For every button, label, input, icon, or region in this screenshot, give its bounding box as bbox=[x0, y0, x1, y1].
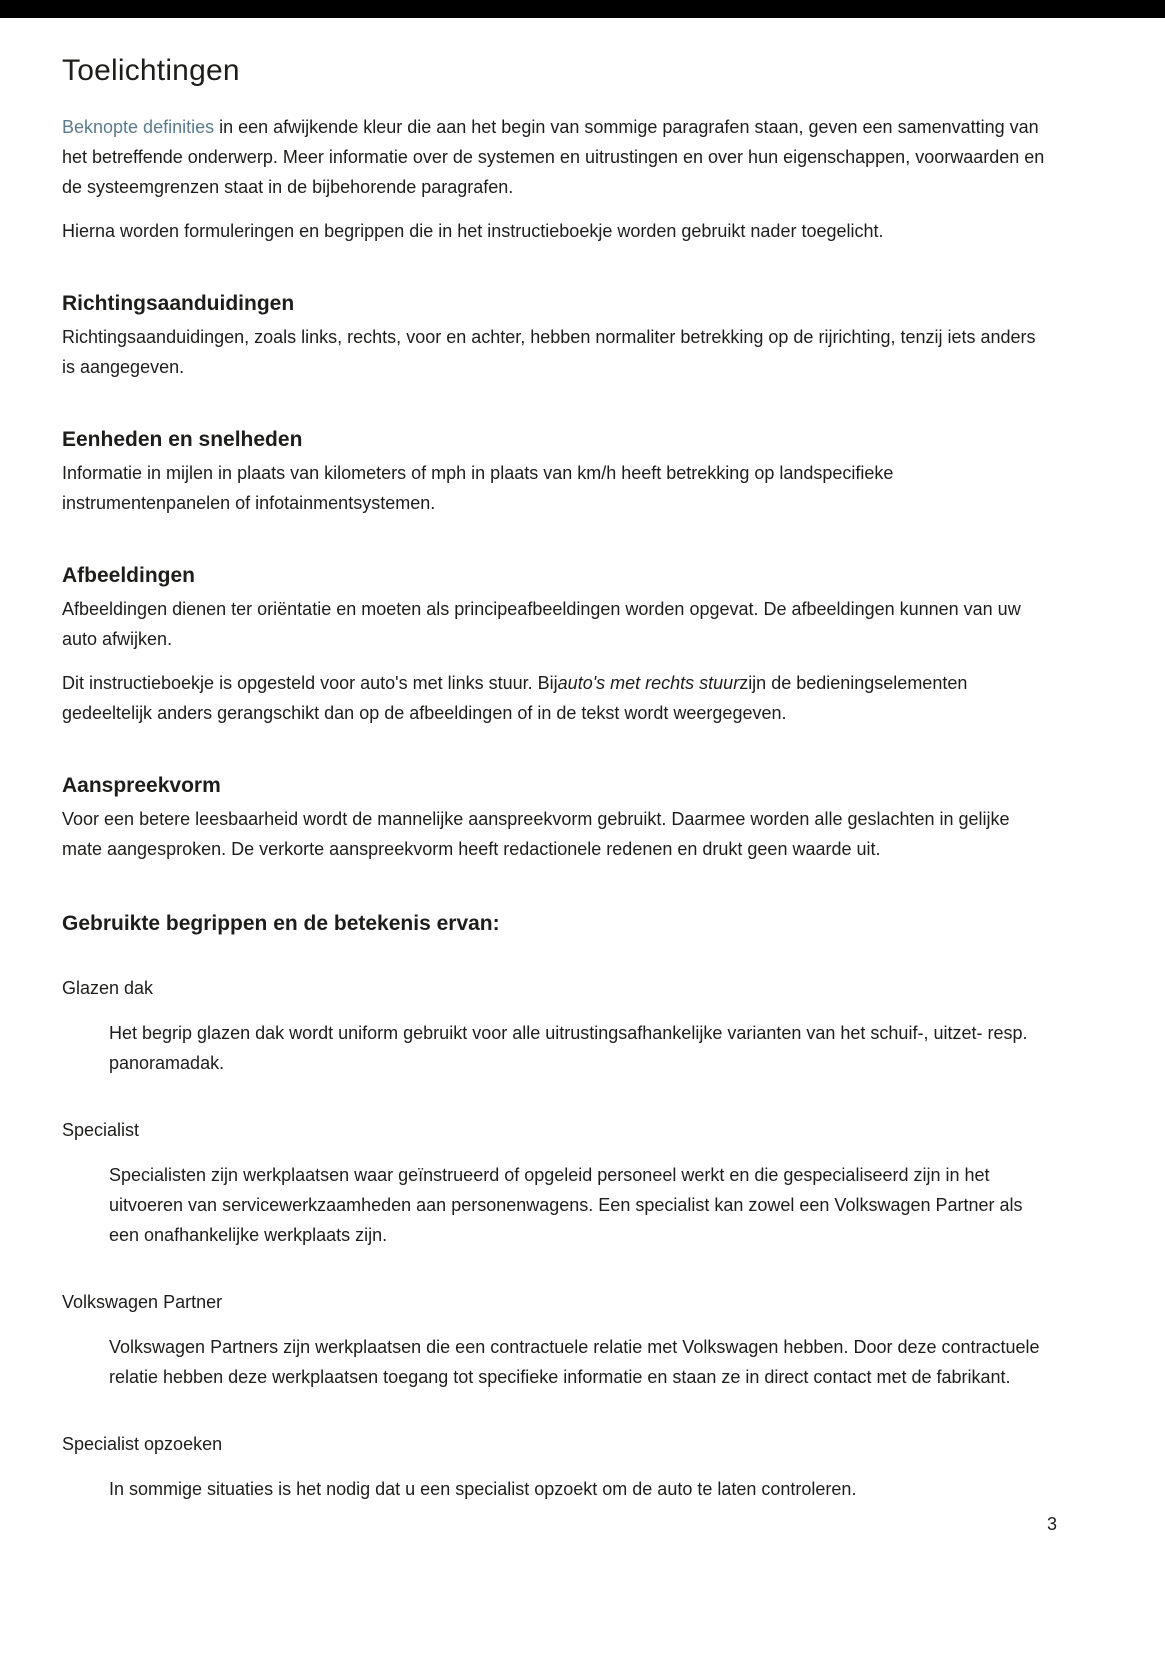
mixed-text-after: zijn de bedieningselementen gedeeltelijk anders gerangschikt dan op de afbeeldingen of in de tekst wordt weergegeven. bbox=[62, 673, 968, 723]
glossary-term: Glazen dak bbox=[62, 978, 154, 998]
glossary-definition: In sommige situaties is het nodig dat u een specialist opzoekt om de auto te laten controleren. bbox=[109, 1479, 857, 1499]
mixed-text-before: Dit instructieboekje is opgesteld voor auto's met links stuur. Bij bbox=[62, 673, 558, 693]
page-content bbox=[0, 18, 1165, 1504]
glossary-term: Volkswagen Partner bbox=[62, 1292, 223, 1312]
intro-paragraph-2: Hierna worden formuleringen en begrippen die in het instructieboekje worden gebruikt nader toegelicht. bbox=[62, 221, 884, 241]
mixed-text-italic: auto's met rechts stuur bbox=[557, 673, 740, 693]
section-eenheden-en-snelheden bbox=[62, 428, 1045, 518]
glossary-entry bbox=[62, 1430, 1045, 1504]
section-paragraph-mixed bbox=[62, 668, 1045, 728]
page-title: Toelichtingen bbox=[62, 54, 240, 87]
section-richtingsaanduidingen bbox=[62, 292, 1045, 382]
section-heading: Richtingsaanduidingen bbox=[62, 292, 295, 315]
glossary-term: Specialist opzoeken bbox=[62, 1434, 223, 1454]
section-aanspreekvorm bbox=[62, 774, 1045, 864]
intro-paragraph-1 bbox=[62, 112, 1045, 202]
intro-lead-rest: in een afwijkende kleur die aan het begin van sommige paragrafen staan, geven een samenvatting van het betreffende onderwerp. Meer informatie over de systemen en uitrustingen en over hun eigenschappen, voorwaarden en de systeemgrenzen staat in de bijbehorende paragrafen. bbox=[62, 117, 1045, 197]
top-black-bar bbox=[0, 0, 1165, 18]
glossary-entry bbox=[62, 1116, 1045, 1250]
glossary-heading: Gebruikte begrippen en de betekenis ervan: bbox=[62, 912, 500, 935]
section-heading: Aanspreekvorm bbox=[62, 774, 221, 797]
section-paragraph: Voor een betere leesbaarheid wordt de mannelijke aanspreekvorm gebruikt. Daarmee worden alle geslachten in gelijke mate aangesproken. De verkorte aanspreekvorm heeft redactionele redenen en drukt geen waarde uit. bbox=[62, 809, 1010, 859]
glossary-entry bbox=[62, 1288, 1045, 1392]
section-heading: Eenheden en snelheden bbox=[62, 428, 303, 451]
glossary-definition: Volkswagen Partners zijn werkplaatsen die een contractuele relatie met Volkswagen hebben. Door deze contractuele relatie hebben deze werkplaatsen toegang tot specifieke informatie en staan ze in direct contact met de fabrikant. bbox=[109, 1337, 1040, 1387]
section-paragraph: Richtingsaanduidingen, zoals links, rechts, voor en achter, hebben normaliter betrekking op de rijrichting, tenzij iets anders is aangegeven. bbox=[62, 327, 1036, 377]
section-afbeeldingen bbox=[62, 564, 1045, 728]
glossary-term: Specialist bbox=[62, 1120, 140, 1140]
glossary-definition: Het begrip glazen dak wordt uniform gebruikt voor alle uitrustingsafhankelijke varianten van het schuif-, uitzet- resp. panoramadak. bbox=[109, 1023, 1028, 1073]
glossary-definition: Specialisten zijn werkplaatsen waar geïnstrueerd of opgeleid personeel werkt en die gespecialiseerd zijn in het uitvoeren van servicewerkzaamheden aan personenwagens. Een specialist kan zowel een Volkswagen Partner als een onafhankelijke werkplaats zijn. bbox=[109, 1165, 1023, 1245]
section-paragraph: Afbeeldingen dienen ter oriëntatie en moeten als principeafbeeldingen worden opgevat. De afbeeldingen kunnen van uw auto afwijken. bbox=[62, 599, 1021, 649]
page-number: 3 bbox=[1046, 1514, 1057, 1534]
intro-lead-accent: Beknopte definities bbox=[62, 117, 215, 137]
glossary-entry bbox=[62, 974, 1045, 1078]
glossary-section bbox=[62, 912, 1045, 1504]
section-heading: Afbeeldingen bbox=[62, 564, 196, 587]
section-paragraph: Informatie in mijlen in plaats van kilometers of mph in plaats van km/h heeft betrekking op landspecifieke instrumentenpanelen of infotainmentsystemen. bbox=[62, 463, 894, 513]
